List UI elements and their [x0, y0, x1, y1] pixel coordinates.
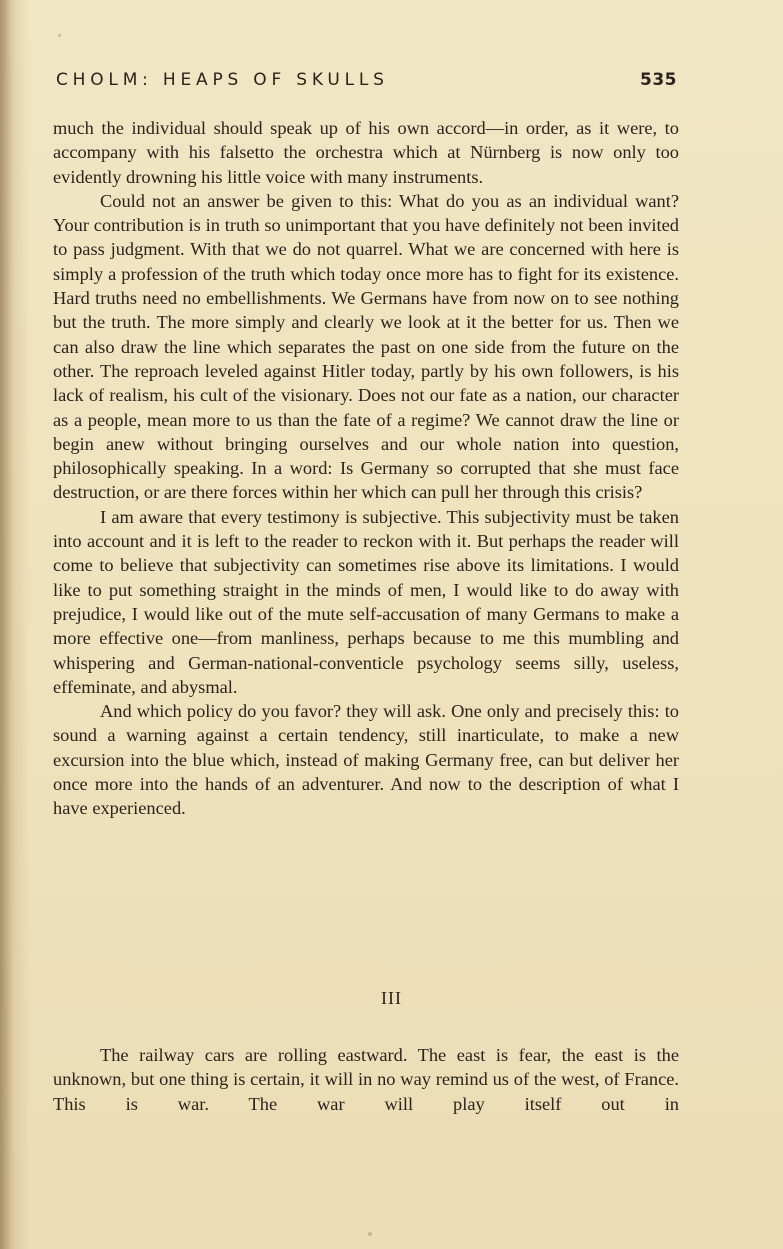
section-heading: III: [381, 988, 402, 1008]
paragraph: Could not an answer be given to this: What do you as an individual want? Your contribution is in truth so unimportant that you have definitely not been invited to pass judgment. With that we do not quarrel. What we are concerned with here is simply a profession of the truth which today once more has to fight for its existence. Hard truths need no embellishments. We Germans have from now on to see nothing but the truth. The more simply and clearly we look at it the better for us. Then we can also draw the line which separates the past on one side from the future on the other. The reproach leveled against Hitler today, partly by his own followers, is his lack of realism, his cult of the visionary. Does not our fate as a nation, our character as a people, mean more to us than the fate of a regime? We cannot draw the line or begin anew without bringing ourselves and our whole nation into question, philosophically speaking. In a word: Is Germany so corrupted that she must face destruction, or are there forces within her which can pull her through this crisis?: [53, 190, 679, 503]
paragraph: And which policy do you favor? they will ask. One only and precisely this: to sound a warning against a certain tendency, still inarticulate, to make a new excursion into the blue which, instead of making Germany free, can but deliver her once more into the hands of an adventurer. And now to the description of what I have experienced.: [53, 701, 679, 819]
page-number: 535: [640, 70, 677, 90]
paragraph: The railway cars are rolling eastward. The east is fear, the east is the unknown, but one thing is certain, it will in no way remind us of the west, of France. This is war. The war will play itself out in: [53, 1045, 679, 1114]
binding-shadow: [0, 0, 14, 1249]
paragraph: I am aware that every testimony is subjective. This subjectivity must be taken into account and it is left to the reader to reckon with it. But perhaps the reader will come to believe that subjectivity can sometimes rise above its limitations. I would like to put something straight in the minds of men, I would like to do away with prejudice, I would like out of the mute self-accusation of many Germans to make a more effective one—from manliness, perhaps because to me this mumbling and whispering and German-national-conventicle psychology seems silly, useless, effeminate, and abysmal.: [53, 506, 679, 697]
running-header: [56, 70, 677, 94]
body-text: [53, 116, 679, 821]
paragraph: much the individual should speak up of his own accord—in order, as it were, to accompany with his falsetto the orchestra which at Nürnberg is now only too evidently drowning his little voice with many instruments.: [53, 118, 679, 187]
running-title: CHOLM: HEAPS OF SKULLS: [56, 70, 389, 90]
ink-speck: [58, 34, 61, 37]
ink-speck: [368, 1232, 372, 1236]
section-body: [53, 1043, 679, 1116]
